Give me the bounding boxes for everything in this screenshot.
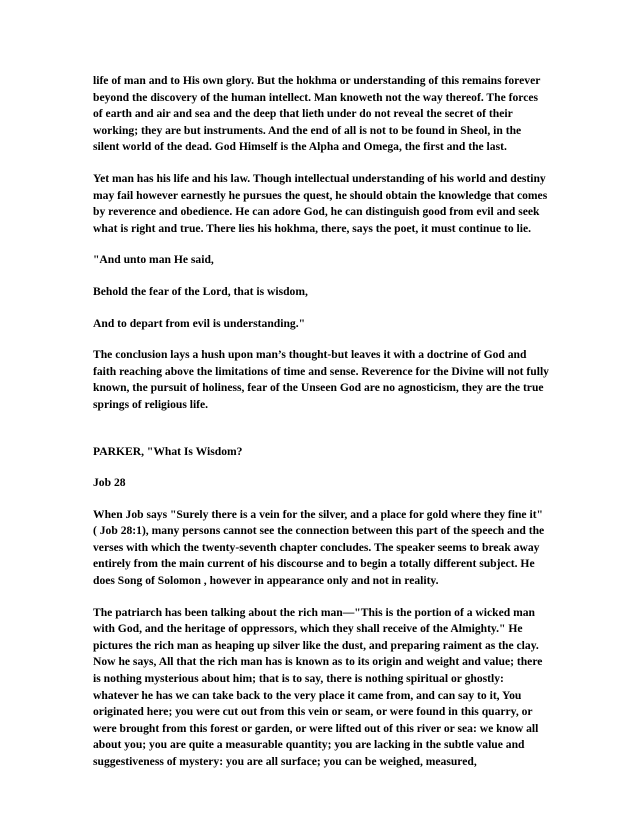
paragraph-conclusion: The conclusion lays a hush upon man’s thought-but leaves it with a doctrine of God and faith reaching above the limitations of time and sense. Reverence for the Divine will not fully known, the pursuit of holiness, fear of the Unseen God are no agnosticism, they are the true springs of religious life.: [93, 348, 549, 411]
quote-line-unto-man: "And unto man He said,: [93, 253, 214, 267]
paragraph-hokhma-beyond-discovery: life of man and to His own glory. But the hokhma or understanding of this remains forever beyond the discovery of the human intellect. Man knoweth not the way thereof. The forces of earth and air and sea and the deep that lieth under do not reveal the secret of their working; they are but instruments. And the end of all is not to be found in Sheol, in the silent world of the dead. God Himself is the Alpha and Omega, the first and the last.: [93, 74, 541, 154]
quote-line-depart-from-evil: And to depart from evil is understanding.": [93, 316, 306, 330]
paragraph-vein-for-silver: When Job says "Surely there is a vein for the silver, and a place for gold where they fine it" ( Job 28:1), many persons cannot see the connection between this part of the speech and the verses with which the twenty-seventh chapter concludes. The speaker seems to break away entirely from the main current of his discourse and to begin a totally different subject. He does Song of Solomon , however in appearance only and not in reality.: [93, 507, 545, 588]
section-heading-parker: PARKER, "What Is Wisdom?: [93, 444, 243, 458]
document-body: [93, 73, 549, 786]
section-subheading-job-28: Job 28: [93, 476, 126, 490]
quote-line-fear-of-lord: Behold the fear of the Lord, that is wisdom,: [93, 284, 308, 298]
paragraph-patriarch-rich-man: The patriarch has been talking about the rich man—"This is the portion of a wicked man with God, and the heritage of oppressors, which they shall receive of the Almighty." He pictures the rich man as heaping up silver like the dust, and preparing raiment as the clay. Now he says, All that the rich man has is known as to its origin and weight and value; there is nothing mysterious about him; that is to say, there is nothing spiritual or ghostly: whatever he has we can take back to the very place it came from, and can say to it, You originated here; you were cut out from this vein or seam, or were found in this quarry, or were brought from this forest or garden, or were lifted out of this river or sea: we know all about you; you are quite a measurable quantity; you are lacking in the subtle value and suggestiveness of mystery: you are all surface; you can be weighed, measured,: [93, 605, 543, 768]
paragraph-man-has-life-and-law: Yet man has his life and his law. Though intellectual understanding of his world and destiny may fail however earnestly he pursues the quest, he should obtain the knowledge that comes by reverence and obedience. He can adore God, he can distinguish good from evil and seek what is right and true. There lies his hokhma, there, says the poet, it must continue to lie.: [93, 171, 548, 235]
